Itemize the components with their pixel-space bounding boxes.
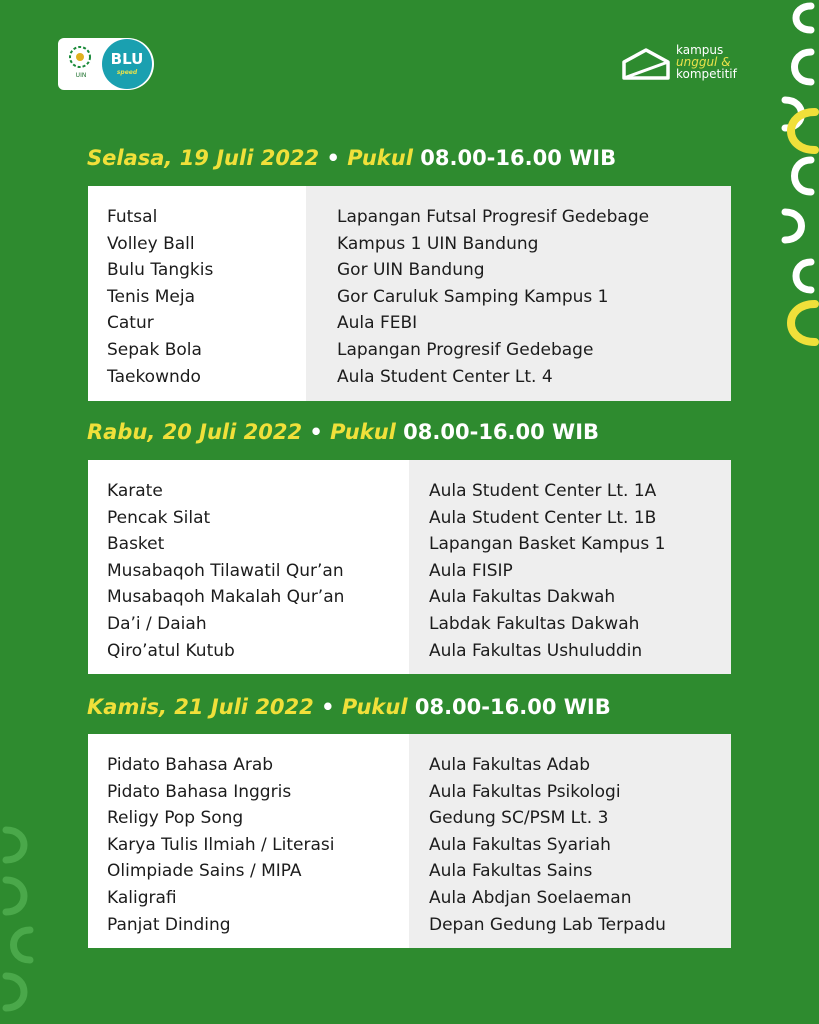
venue-item: Aula Student Center Lt. 4 xyxy=(337,366,553,387)
sport-item: Musabaqoh Makalah Qur’an xyxy=(107,587,345,608)
venue-item: Aula Fakultas Sains xyxy=(429,861,593,882)
section-1-heading xyxy=(87,146,616,170)
sport-item: Sepak Bola xyxy=(107,339,202,360)
section-2-sports-column xyxy=(88,460,409,674)
venue-item: Gedung SC/PSM Lt. 3 xyxy=(429,808,609,829)
venue-item: Lapangan Futsal Progresif Gedebage xyxy=(337,207,650,227)
logo-group xyxy=(58,38,154,90)
section-3-table xyxy=(88,734,731,948)
blu-logo-text: BLU xyxy=(110,50,144,68)
brand-logo xyxy=(620,44,770,86)
brand-line-1: kampus xyxy=(676,43,724,57)
blu-logo xyxy=(102,39,152,89)
section-2-pukul: Pukul xyxy=(330,420,396,444)
section-3-heading xyxy=(87,695,611,719)
section-3-venues-column xyxy=(409,734,731,948)
sport-item: Catur xyxy=(107,313,154,334)
sport-item: Volley Ball xyxy=(107,233,195,254)
sport-item: Pidato Bahasa Inggris xyxy=(107,781,292,802)
section-1-time: 08.00-16.00 WIB xyxy=(420,146,617,170)
blu-logo-subtext: speed xyxy=(116,69,138,76)
venue-item: Aula FISIP xyxy=(429,560,513,581)
venue-item: Aula Fakultas Ushuluddin xyxy=(429,640,643,661)
section-3-separator: • xyxy=(321,695,335,719)
sport-item: Musabaqoh Tilawatil Qur’an xyxy=(107,560,344,581)
brand-text xyxy=(676,44,737,80)
swirl-decoration-right xyxy=(771,0,819,350)
venue-item: Gor Caruluk Samping Kampus 1 xyxy=(337,286,609,307)
section-1-day: Selasa, 19 Juli 2022 xyxy=(87,146,320,170)
sport-item: Pidato Bahasa Arab xyxy=(107,755,274,775)
section-2-table xyxy=(88,460,731,674)
venue-item: Aula FEBI xyxy=(337,313,418,334)
venue-item: Aula Fakultas Psikologi xyxy=(429,781,621,802)
uin-logo-text: UIN xyxy=(75,72,87,79)
section-1-sports-column xyxy=(88,186,306,401)
sport-item: Panjat Dinding xyxy=(107,914,231,935)
venue-item: Kampus 1 UIN Bandung xyxy=(337,233,539,254)
sport-item: Pencak Silat xyxy=(107,507,211,528)
swirl-decoration-left xyxy=(0,820,46,1024)
section-3-time: 08.00-16.00 WIB xyxy=(414,695,611,719)
uin-emblem-icon xyxy=(68,45,92,69)
venue-item: Aula Fakultas Dakwah xyxy=(429,587,616,608)
sport-item: Futsal xyxy=(107,207,158,227)
venue-item: Gor UIN Bandung xyxy=(337,260,485,281)
venue-item: Aula Fakultas Adab xyxy=(429,755,591,775)
brand-line-3: kompetitif xyxy=(676,67,737,81)
venue-item: Lapangan Basket Kampus 1 xyxy=(429,534,666,555)
venue-item: Aula Fakultas Syariah xyxy=(429,834,611,855)
sport-item: Kaligrafi xyxy=(107,887,177,908)
venue-item: Aula Abdjan Soelaeman xyxy=(429,887,632,908)
section-3-day: Kamis, 21 Juli 2022 xyxy=(87,695,314,719)
section-1-separator: • xyxy=(326,146,340,170)
sport-item: Tenis Meja xyxy=(107,286,195,307)
sport-item: Karate xyxy=(107,481,163,501)
sport-item: Da’i / Daiah xyxy=(107,613,207,634)
section-2-separator: • xyxy=(309,420,323,444)
venue-item: Aula Student Center Lt. 1B xyxy=(429,507,657,528)
venue-item: Lapangan Progresif Gedebage xyxy=(337,339,594,360)
section-1-pukul: Pukul xyxy=(347,146,413,170)
sport-item: Qiro’atul Kutub xyxy=(107,640,235,661)
sport-item: Karya Tulis Ilmiah / Literasi xyxy=(107,834,335,855)
sport-item: Olimpiade Sains / MIPA xyxy=(107,861,302,882)
brand-line-2: unggul & xyxy=(676,55,731,69)
section-2-heading xyxy=(87,420,599,444)
section-1-table xyxy=(88,186,731,401)
sport-item: Bulu Tangkis xyxy=(107,260,214,281)
venue-item: Labdak Fakultas Dakwah xyxy=(429,613,640,634)
sport-item: Basket xyxy=(107,534,165,555)
venue-item: Aula Student Center Lt. 1A xyxy=(429,481,657,501)
section-2-day: Rabu, 20 Juli 2022 xyxy=(87,420,303,444)
section-3-pukul: Pukul xyxy=(341,695,408,719)
section-2-venues-column xyxy=(409,460,731,674)
sport-item: Taekowndo xyxy=(107,366,201,387)
venue-item: Depan Gedung Lab Terpadu xyxy=(429,914,666,935)
house-outline-icon xyxy=(620,46,672,82)
section-3-sports-column xyxy=(88,734,409,948)
sport-item: Religy Pop Song xyxy=(107,808,244,829)
section-2-time: 08.00-16.00 WIB xyxy=(403,420,600,444)
section-1-venues-column xyxy=(306,186,731,401)
